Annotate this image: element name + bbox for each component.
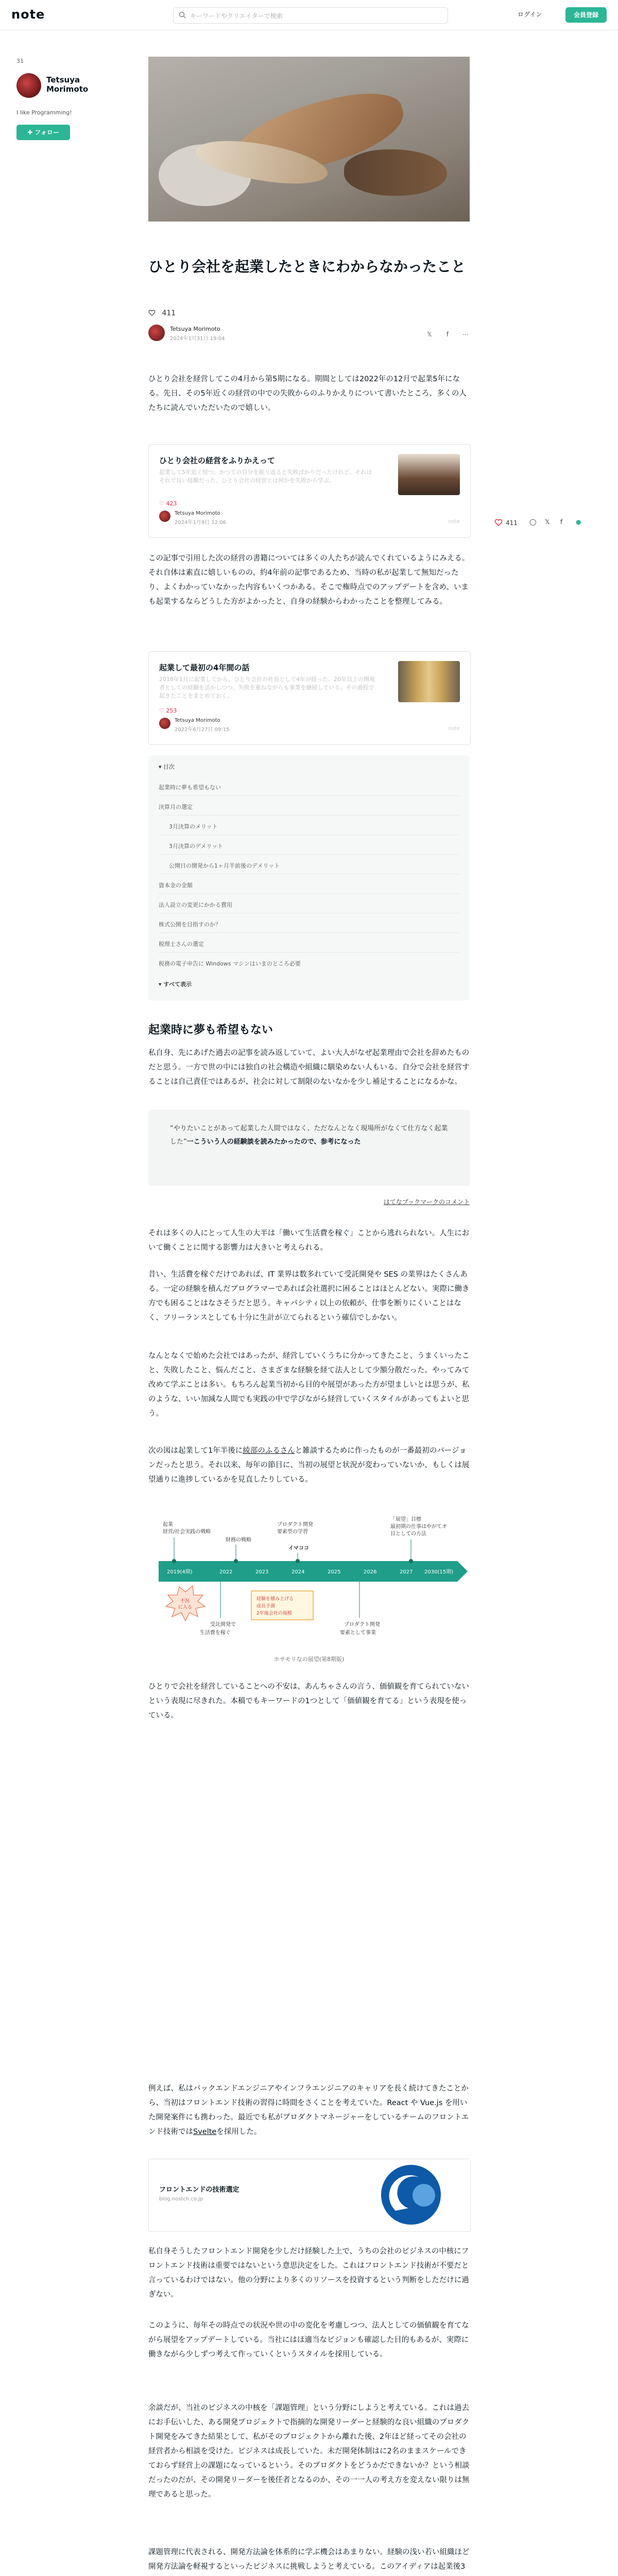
intro-paragraph: ひとり会社を経営してこの4月から第5期になる。期間としては2022年の12月で起業5年になる。先日、その5年近くの経営の中での失敗からのふりかえりについて書いたところ、多くの人たちに読んでいただいたので嬉しい。 xyxy=(148,375,467,412)
floating-action-bar xyxy=(493,515,612,531)
timeline-callout xyxy=(251,1591,313,1620)
section-1-paragraph-6: ひとりで会社を経営していることへの不安は、あんちゃさんの言う、価値観を育てられていないという表現に尽きれた。本稿でもキーワードの1つとして「価値観を育てる」という表現を使っている。 xyxy=(148,1683,469,1720)
timeline-burst-label: に入る xyxy=(178,1605,193,1610)
more-icon[interactable]: ⋯ xyxy=(462,331,469,338)
timeline-year: 2019(4期) xyxy=(167,1569,193,1575)
paragraph-2: この記事で引用した次の経営の書籍については多くの人たちが読んでくれているようにみえる。それ自体は素直に嬉しいものの、約4年前の記事であるため、当時の私が起業して無知だったり、よくわかっていなかった内容もいくつかある。そこで権時点でのアップデートを含め、いまも起業するならどうした方がよかったと、自身の経験からわかったことを整理してみる。 xyxy=(148,554,470,606)
embed-thumbnail xyxy=(398,454,460,495)
embed-date: 2022年6月27日 09:15 xyxy=(175,727,230,733)
facebook-share-icon[interactable]: f xyxy=(446,331,449,338)
timeline-burst xyxy=(166,1586,205,1621)
section-1-paragraph-3: 昔い、生活費を稼ぐだけであれば、IT 業界は数多れていて受託開発や SES の業界はたくさんある。一定の経験を積んだプログラマーであれば会社選択に困ることはほとんどない。実際に働き方でも困ることはなさそうだと思う。キャパシティ以上の依頼が、仕事を断りにくいことはなく、フリーランスとしても十分に生計が立てられるという確信でしかない。 xyxy=(148,1270,470,1322)
embed-brand: note xyxy=(448,519,460,524)
floating-like-count: 411 xyxy=(506,519,518,527)
search-box[interactable] xyxy=(173,7,448,24)
author-name-small[interactable]: Tetsuya Morimoto xyxy=(170,326,220,332)
timeline-year: 2022 xyxy=(219,1569,233,1575)
timeline-label-goal: 「展望」目標 xyxy=(390,1517,421,1522)
embed-like-count: ♡ 423 xyxy=(159,500,177,507)
embed-like-count: ♡ 253 xyxy=(159,707,177,714)
search-icon xyxy=(179,11,186,19)
toc-item[interactable]: 決算月の選定 xyxy=(159,804,193,810)
top-navigation-bar xyxy=(0,0,618,30)
timeline-burst-label: 不況 xyxy=(180,1599,190,1604)
embed-title: ひとり会社の経営をふりかえって xyxy=(159,456,276,465)
section-1-paragraph-4: なんとなくで始めた会社ではあったが、経営していくうちに分かってきたこと、うまくいったこと、失敗したこと、悩んだこと、さまざまな経験を経て法人として少額分散だった。やってみて改めて学ぶことは多い。もちろん起業当初から目的や展望があった方が望ましいとは思うが、私のような、いい加減な人間でも実践の中で学びながら経営していくスタイルがあってもよいと思う。 xyxy=(148,1352,470,1418)
section-1-paragraph-7: 例えば、私はバックエンドエンジニアやインフラエンジニアのキャリアを長く続けてきたことから、当初はフロントエンド技術の習得に時間をさくことを考えていた。React や Vue.js を用いた開発案件にも携わった。最近でも私がプロダクトマネージャーをしているチームのフロントエンド技術ではSvelteを採用した。 xyxy=(148,2084,469,2136)
timeline-callout-line: 経験を積み上げる xyxy=(256,1597,294,1602)
author-avatar[interactable] xyxy=(16,73,41,98)
comment-icon[interactable]: ◯ xyxy=(529,518,537,526)
embed-description: 起業して5年近く経つ。かつての自分を振り返ると失敗ばかりだったけれど、それはそれで良い経験だった。ひとり会社の経営とは何かを失敗から学ぶ。 xyxy=(159,469,372,484)
follow-label: フォロー xyxy=(35,129,59,136)
section-1-paragraph-5: 次の図は起業して1年半後に綾部のふるさんと雑談するために作ったものが一番最初のバージョンだったと思う。それ以来、毎年の節目に、当初の展望と状況が変わっていないか、もしくは展望通りに進捗しているかを見直したりしている。 xyxy=(148,1447,470,1484)
toc-item[interactable]: 3月決算のメリット xyxy=(169,823,218,830)
embed-author: Tetsuya Morimoto xyxy=(175,511,220,516)
timeline-label-founding: 起業 xyxy=(163,1522,173,1528)
link-card[interactable] xyxy=(148,2159,471,2232)
embed-thumbnail xyxy=(398,661,460,702)
timeline-label-goal-2: 最初期の仕事はやがてオ xyxy=(390,1524,447,1530)
article-title: ひとり会社を起業したときにわからなかったこと xyxy=(148,258,466,275)
timeline-label-product: プロダクト開発 xyxy=(277,1522,313,1528)
timeline-bottom-label: 受託開発で xyxy=(210,1622,236,1628)
heart-icon[interactable] xyxy=(494,518,503,527)
toc-item[interactable]: 法人設立の変更にかかる費用 xyxy=(159,902,232,908)
person-link[interactable]: 綾部のふるさん xyxy=(243,1447,295,1455)
timeline-label-learning: 要素型の学習 xyxy=(277,1529,308,1535)
embed-author: Tetsuya Morimoto xyxy=(175,718,220,723)
timeline-label-strategy: 経営/社会実践の戦略 xyxy=(163,1529,211,1535)
quote-source-link[interactable]: はてなブックマークのコメント xyxy=(383,1198,470,1206)
share-icons xyxy=(418,329,470,339)
roadmap-diagram xyxy=(148,1515,470,1669)
login-link[interactable]: ログイン xyxy=(518,11,542,18)
timeline-label-finance: 財務の戦略 xyxy=(226,1537,251,1543)
embedded-note-card-2[interactable] xyxy=(148,651,471,745)
like-count-row[interactable] xyxy=(148,309,176,317)
timeline-year: 2023 xyxy=(255,1569,269,1575)
embed-brand: note xyxy=(448,726,460,732)
timeline-callout-line: 成長予測 xyxy=(256,1604,276,1609)
table-of-contents xyxy=(148,755,470,1001)
note-logo[interactable]: note xyxy=(11,7,45,22)
line-share-icon[interactable]: ● xyxy=(576,518,581,526)
timeline-year: 2030(15期) xyxy=(424,1569,453,1575)
section-1-paragraph-9: このように、毎年その時点での状況や世の中の変化を考慮しつつ、法人としての価値観を育てながら展望をアップデートしている。当社にはほ適当なビジョンも確認した目的もあるが、実際に働きながら少しずつ考えて作っていくというスタイルを採用している。 xyxy=(148,2321,469,2359)
section-1-paragraph-1: 私自身、先にあげた過去の記事を読み返していて、よい大人がなぜ起業理由で会社を辞めたものだと思う。一方で世の中には独自の社会構造や組織に馴染めない人もいる。自分で会社を経営することは自己責任ではあるが、社会に対して制限のないなかを少し補足することになるかな。 xyxy=(148,1049,470,1086)
author-avatar-small[interactable] xyxy=(148,325,165,341)
link-card-title: フロントエンドの技術選定 xyxy=(159,2186,239,2194)
author-description: I like Programming! xyxy=(16,109,72,116)
timeline-label-now: イマココ xyxy=(288,1546,309,1551)
timeline-year: 2027 xyxy=(400,1569,413,1575)
timeline-bottom-label: 生活費を稼ぐ xyxy=(200,1630,231,1636)
link-card-url: blog.nostch.co.jp xyxy=(159,2196,203,2202)
link-card-logo xyxy=(352,2159,470,2230)
section-1-paragraph-11: 課題管理に代表される、開発方法論を体系的に学ぶ機会はあまりない。経験の浅い若い組織ほど開発方法論を軽視するといったビジネスに挑戦しようと考えている。このアイディアは起業後3 xyxy=(148,2548,470,2571)
embed-author-avatar xyxy=(159,511,170,522)
timeline-bottom-label: プロダクト開発 xyxy=(344,1622,380,1628)
timeline-callout-line: 2年後会社の規模 xyxy=(256,1611,292,1616)
embed-date: 2024年1月9日 12:06 xyxy=(175,520,227,526)
toc-item[interactable]: 公開日の開発から1ヶ月半前後のデメリット xyxy=(169,862,280,869)
section-1-paragraph-10: 余談だが、当社のビジネスの中核を「課題管理」という分野にしようと考えている。これは過去にお手伝いした、ある開発プロジェクトで指摘的な開発リーダーと経験的な良い組織のプロダクト開発をみてきた結果として、私がそのプロジェクトから離れた後、2年ほど経ってその会社の経営者から相談を受けた。ビジネスは成長していた。未だ開発体制はに2名のままスケールできておらず経営上の課題になっているという。そのプロダクトをどうかだできないか？という相談だったのだが、その開発リーダーを後任者となるのか、その一一人の考え方を変えない限りは無理であると思った。 xyxy=(148,2404,470,2499)
hero-image xyxy=(148,57,470,222)
toc-heading[interactable]: ▾ 目次 xyxy=(159,764,175,770)
toc-item[interactable]: 資本金の金額 xyxy=(159,882,193,889)
timeline-arrow xyxy=(159,1559,468,1582)
x-share-icon[interactable]: 𝕏 xyxy=(426,331,432,338)
add-user-icon: ✚ xyxy=(27,129,33,136)
toc-item[interactable]: 税理士さんの選定 xyxy=(159,941,204,947)
follow-button[interactable] xyxy=(16,125,70,140)
sidebar-label: 31 xyxy=(16,58,24,64)
toc-show-all[interactable]: ▾ すべて表示 xyxy=(159,981,192,988)
toc-item[interactable]: 3月決算のデメリット xyxy=(169,843,224,850)
heart-icon xyxy=(148,309,156,316)
timeline-year: 2026 xyxy=(364,1569,377,1575)
svelte-link[interactable]: Svelte xyxy=(193,2128,217,2136)
author-sidebar xyxy=(16,58,94,136)
timeline-caption: ホサモリなの展望(第8期版) xyxy=(273,1656,345,1663)
embed-author-avatar xyxy=(159,718,170,729)
author-row xyxy=(148,325,470,342)
toc-item[interactable]: 起業時に夢も希望もない xyxy=(159,784,221,791)
quote-text: “やりたいことがあって起業した人間ではなく、ただなんとなく現場所がなくて仕方なく起業した”一こういう人の経験談を読みたかったので、参考になった xyxy=(170,1125,448,1146)
facebook-share-icon[interactable]: f xyxy=(560,518,563,526)
x-share-icon[interactable]: 𝕏 xyxy=(545,518,550,526)
like-count: 411 xyxy=(162,309,176,317)
author-name[interactable]: Tetsuya Morimoto xyxy=(46,75,89,94)
timeline-year: 2025 xyxy=(328,1569,341,1575)
embedded-note-card[interactable] xyxy=(148,444,471,538)
embed-title: 起業して最初の4年間の話 xyxy=(159,663,250,672)
timeline-label-goal-3: 目としての方法 xyxy=(390,1531,426,1537)
section-heading-1: 起業時に夢も希望もない xyxy=(148,1024,273,1037)
post-date: 2024年1月31日 19:04 xyxy=(170,336,225,342)
signup-button[interactable]: 会員登録 xyxy=(565,7,607,23)
toc-item[interactable]: 税務の電子申告に Windows マシンはいまのところ必要 xyxy=(159,960,301,967)
embed-description: 2018年1月に起業してから、ひとり会社の社長として4年が経った。20年以上の開発者としての経験を活かしつつ、失敗を重ねながらも事業を継続している。その過程で起きたことをまとめておく。 xyxy=(159,676,375,699)
toc-item[interactable]: 株式公開を目指すのか？ xyxy=(159,921,221,928)
section-1-paragraph-2: それは多くの人にとって人生の大半は「働いて生活費を稼ぐ」ことから逃れられない。人生において働くことに関する影響力は大きいと考えられる。 xyxy=(148,1229,470,1252)
search-placeholder: キーワードやクリエイターで検索 xyxy=(190,12,283,20)
timeline-bottom-label: 要素として事業 xyxy=(340,1630,376,1636)
quote-block xyxy=(148,1110,470,1186)
timeline-year: 2024 xyxy=(291,1569,305,1575)
timeline-top-labels xyxy=(163,1516,447,1551)
section-1-paragraph-8: 私自身そうしたフロントエンド開発を少しだけ経験した上で、うちの会社のビジネスの中核にフロントエンド技術は重要ではないという意思決定をした。これはフロントエンド技術が不要だと言っているわけではない。他の分野により多くのリソースを投資するという判断をしただけに過ぎない。 xyxy=(148,2247,469,2299)
